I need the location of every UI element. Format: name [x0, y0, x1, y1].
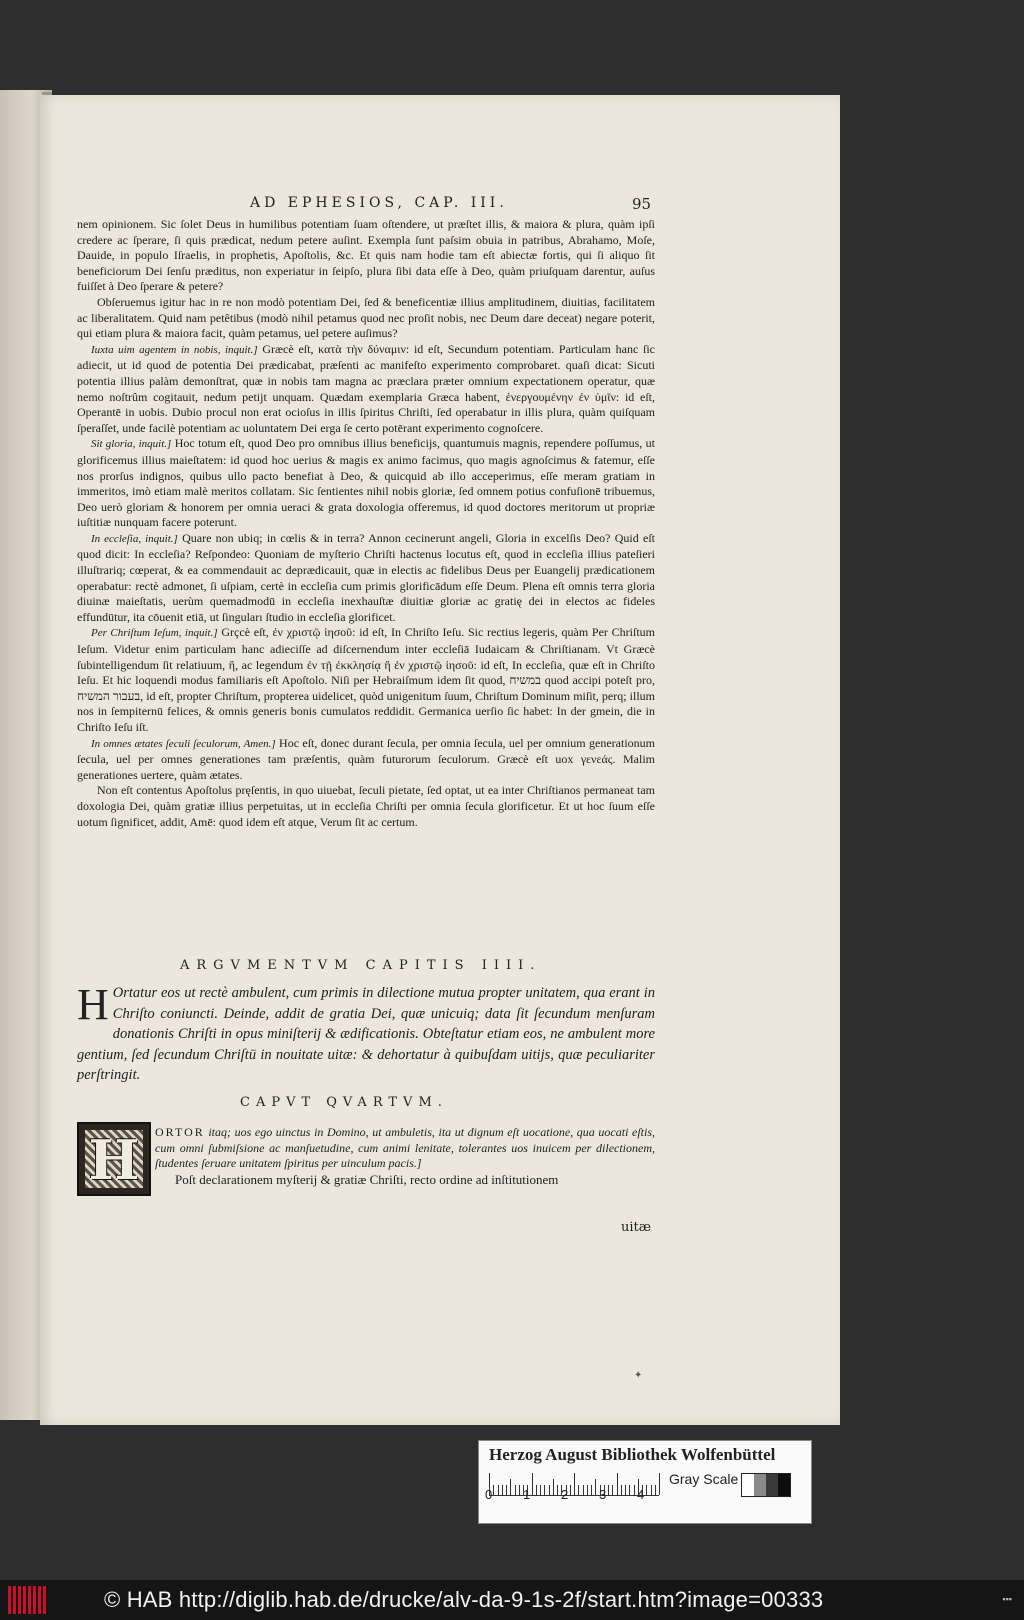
- gray-swatch: [754, 1474, 766, 1496]
- ruler-number: 1: [523, 1487, 531, 1502]
- paragraph: [77, 736, 655, 784]
- ruler-tick: [587, 1485, 588, 1495]
- ruler-tick: [506, 1485, 507, 1495]
- paragraph-text: Hoc totum eſt, quod Deo pro omnibus illius beneficijs, quantumuis magnis, rependere poſſumus, ut glorificemus illius maieſtatem: id quod hoc uerius & magis ex animo facimus, quo magis agnoſcimus & fatemur, eſſe nos prorſus indignos, quibus ullo pacto benefiat à Deo, & quicquid ab illo acceperimus, eſſe meram gratiam in immeritos, imò etiam malè meritos collatam. Sic ſentientes nihil nobis gloriæ, ſed omnem potius confuſionē tribuemus, Deo uerò gloriam & honorem per omnia ueraci & grata doxologia offeremus, id quod doctores meritorum ut propriæ iuſtitiæ nunquam facere poterunt.: [77, 436, 655, 530]
- ruler-tick: [498, 1485, 499, 1495]
- paragraph-text: Hoc eſt, donec durant ſecula, per omnia ſecula, uel per omnium generationum ſecula, uel per omnes generationes tam præſentis, quàm futurorum ſeculorum. Græcè eſt uox γενεάς. Malim generationes uertere, quàm ætates.: [77, 735, 655, 782]
- argument-body: Ortatur eos ut rectè ambulent, cum primis in dilectione mutua propter unitatem, qua erant in Chriſto coniuncti. Deinde, addit de gratia Dei, quæ unicuiq; data ſit ſecundum menſuram donationis Chriſti in opus miniſterij & ædificationis. Obteſtatur etiam eos, ne ambulent more gentium, ſed ſecundum Chriſtū in nouitate uitæ: & dehortatur à quibuſdam uitijs, quæ peculiariter perſtringit.: [77, 985, 655, 1083]
- paragraph: [77, 436, 655, 531]
- ruler-number: 2: [561, 1487, 569, 1502]
- ruler-tick: [646, 1485, 647, 1495]
- paragraph: Non eſt contentus Apoſtolus pręſentis, in quo uiuebat, ſeculi pietate, ſed optat, ut ea inter Chriſtianos permaneat tam doxologia Dei, quàm gratiæ illius perpetuitas, ut in eccleſia Chriſti per omnia ſecula glorificetur. Et ut hoc ſuum eſſe uotum ſignificet, addit, Amē: quod idem eſt atque, Verum ſit ac certum.: [77, 783, 655, 829]
- ruler-tick: [621, 1485, 622, 1495]
- paragraph: nem opinionem. Sic ſolet Deus in humilibus potentiam ſuam oſtendere, ut præſtet illis, & maiora & plura, quàm ipſi credere ac ſperare, ſi quis prædicat, nedum petere auſint. Exempla ſunt paſsim obuia in patribus, Abrahamo, Moſe, Dauide, in populo Iſraelis, in prophetis, Apoſtolis, &c. Et quis nam hodie tam eſt abiectæ fortis, qui ſi aliquo ſit beneficiorum Dei ſenſu præditus, non experiatur in ſeipſo, plura ſibi data eſſe à Deo, quàm priuſquam darentur, auſus fuiſſet à Deo ſperare & petere?: [77, 217, 655, 294]
- chapter-heading: CAPVT QVARTVM.: [240, 1095, 448, 1110]
- ruler-number: 3: [599, 1487, 607, 1502]
- ruler-tick: [519, 1485, 520, 1495]
- ruler-tick: [659, 1473, 660, 1495]
- footer-bar: [0, 1580, 1024, 1620]
- footer-mark: ▪▪▪: [1002, 1594, 1012, 1604]
- ruler-baseline: [489, 1495, 659, 1496]
- paragraph-text: Quare non ubiq; in cœlis & in terra? Annon cecinerunt angeli, Gloria in excelſis Deo? Quid eſt quod dicit: In eccleſia? Reſpondeo: Quoniam de myſterio Chriſti hactenus locutus eſt, quod in eccleſia illius pateſieri illuſtrariq; cœperat, & ea commendauit ac deprædicauit, quæ in electis ac fidelibus Deus per Euangelij prædicationem operabatur: rectè admonet, ſi uſpiam, certè in eccleſia cum primis glorificādum eſſe Deum. Plena eſt omnis terra gloria diuinæ maieſtatis, uerùm quemadmodū in eccleſia inexhauſtæ diuitiæ gloriæ ac gratię dei in electos ac fideles effundūtur, ita cōuenit etiā, ut ſinguları ſtudio in eccleſia glorificet.: [77, 530, 656, 624]
- page-number: 95: [632, 195, 652, 213]
- paragraph-text: Græcè eſt, κατὰ τὴν δύναμιν: id eſt, Secundum potentiam. Particulam hanc ſic adiecit, ut id quod de potentia Dei prædicabat, præſenti ac manifeſto experimento comprobaret. quaſi dicat: Sicuti potentia illius palàm demonſtrat, quæ in nobis tam magna ac præclara præter omnium expectationem operatur, quæ nemo noſtrûm cogitauit, nedum petijt unquam. Quædam exemplaria Græca habent, ἐνεργουμένην ἐν ὑμῖν: id eſt, Operantē in uobis. Dubio procul non erat ocioſus in illis ſpiritus Chriſti, ſed operabatur in illis plura, quàm quiſquam ſperaſſet, unde facilè potentiam ac uoluntatem Dei erga ſe certo potērant experimento cognoſcere.: [77, 341, 656, 435]
- scale-ruler: [489, 1473, 659, 1501]
- ruler-number: 0: [485, 1487, 493, 1502]
- lemma: In omnes ætates ſeculi ſeculorum, Amen.]: [91, 737, 276, 750]
- ruler-tick: [583, 1485, 584, 1495]
- gray-swatch: [766, 1474, 778, 1496]
- page-mark: ✦: [634, 1370, 643, 1381]
- argument-initial: H: [77, 980, 109, 1029]
- ruler-tick: [578, 1485, 579, 1495]
- book-page: [40, 95, 840, 1425]
- paragraph-text: Grçcè eſt, ἐν χριστῷ ἰησοῦ: id eſt, In Chriſto Ieſu. Sic rectius legeris, quàm Per Chriſtum Ieſum. Videtur enim particulam hanc adieciſſe ad diſcernendum inter eccleſiā Iudaicam & Chriſtianam. Vt Græcè ſubintelligendum ſit relatiuum, ἣ, ac legendum ἐν τῇ ἐκκλησίᾳ ἣ ἐν χριστῷ ἰησοῦ: id eſt, In eccleſia, quæ eſt in Chriſto Ieſu. Et hic loquendi modus familiaris eſt Apoſtolo. Niſi per Hebraiſmum idem ſit quod, במשיח quod accipi poteſt pro, בעבור המשיח, id eſt, propter Chriſtum, propterea uidelicet, quòd unigenitum ſuum, Chriſtum Dominum miſit, perq; illum nos in ſempiternū felices, & omnis generis bonis cumulatos reddidit. Germanica uerſio ſic habet: In der gmein, die in Chriſto Ieſu iſt.: [77, 625, 655, 734]
- library-color-card: [478, 1440, 812, 1524]
- ruler-tick: [651, 1485, 652, 1495]
- initial-letter: H: [88, 1128, 140, 1192]
- ruler-tick: [557, 1485, 558, 1495]
- ruler-tick: [502, 1485, 503, 1495]
- ruler-tick: [532, 1473, 533, 1495]
- paragraph: [77, 625, 655, 735]
- library-name: Herzog August Bibliothek Wolfenbüttel: [489, 1445, 776, 1464]
- ruler-tick: [595, 1479, 596, 1495]
- ruler-tick: [629, 1485, 630, 1495]
- ruler-tick: [574, 1473, 575, 1495]
- chapter-body: Poſt declarationem myſterij & gratiæ Chriſti, recto ordine ad inſtitutionem: [175, 1171, 559, 1187]
- ruler-tick: [655, 1485, 656, 1495]
- ruler-tick: [536, 1485, 537, 1495]
- lemma: In eccleſia, inquit.]: [91, 532, 178, 545]
- hab-logo-icon: [8, 1586, 48, 1614]
- ruler-tick: [493, 1485, 494, 1495]
- lemma: Per Chriſtum Ieſum, inquit.]: [91, 627, 218, 640]
- ruler-tick: [591, 1485, 592, 1495]
- chapter-lemma-text: itaq; uos ego uinctus in Domino, ut ambuletis, ita ut dignum eſt uocatione, qua uocati eſtis, cum omni ſubmiſsione ac manſuetudine, cum animi lenitate, tolerantes uos inuicem per dilectionem, ſtudentes ſeruare unitatem ſpiritus per uinculum pacis.]: [155, 1125, 655, 1171]
- gray-swatch: [742, 1474, 754, 1496]
- lemma: Iuxta uim agentem in nobis, inquit.]: [91, 343, 258, 356]
- chapter-text: [77, 1125, 655, 1187]
- chapter-lemma-caps: ORTOR: [155, 1125, 205, 1139]
- ruler-tick: [612, 1485, 613, 1495]
- ruler-number: 4: [637, 1487, 645, 1502]
- gray-swatch: [778, 1474, 790, 1496]
- ruler-tick: [617, 1473, 618, 1495]
- ruler-tick: [608, 1485, 609, 1495]
- ruler-tick: [634, 1485, 635, 1495]
- gray-scale-label: Gray Scale: [669, 1471, 739, 1487]
- ruler-tick: [544, 1485, 545, 1495]
- ruler-tick: [570, 1485, 571, 1495]
- argument-heading: ARGVMENTVM CAPITIS IIII.: [180, 958, 542, 973]
- paragraph: [77, 342, 655, 437]
- argument-text: [77, 980, 655, 1086]
- ruler-tick: [510, 1479, 511, 1495]
- ruler-tick: [549, 1485, 550, 1495]
- footer-link[interactable]: © HAB http://diglib.hab.de/drucke/alv-da-9-1s-2f/start.htm?image=00333: [104, 1587, 824, 1612]
- gray-scale-swatches: [741, 1473, 791, 1497]
- paragraph: Obſeruemus igitur hac in re non modò potentiam Dei, ſed & beneficentiæ illius amplitudinem, diuitias, facilitatem ac liberalitatem. Quid nam petêtibus (modò nihil petamus quod nec proſit nobis, nec Deum dare deceat) negare poterit, qui etiam plura & maiora facit, quàm petamus, uel petere auſimus?: [77, 294, 655, 341]
- running-head: AD EPHESIOS, CAP. III.: [250, 195, 508, 211]
- paragraph: [77, 531, 655, 626]
- ruler-tick: [553, 1479, 554, 1495]
- ruler-tick: [625, 1485, 626, 1495]
- lemma: Sit gloria, inquit.]: [91, 438, 172, 451]
- ruler-tick: [515, 1485, 516, 1495]
- body-text: [77, 217, 655, 830]
- ruler-tick: [540, 1485, 541, 1495]
- catchword: uitæ: [621, 1220, 651, 1235]
- chapter-lemma: [77, 1125, 655, 1172]
